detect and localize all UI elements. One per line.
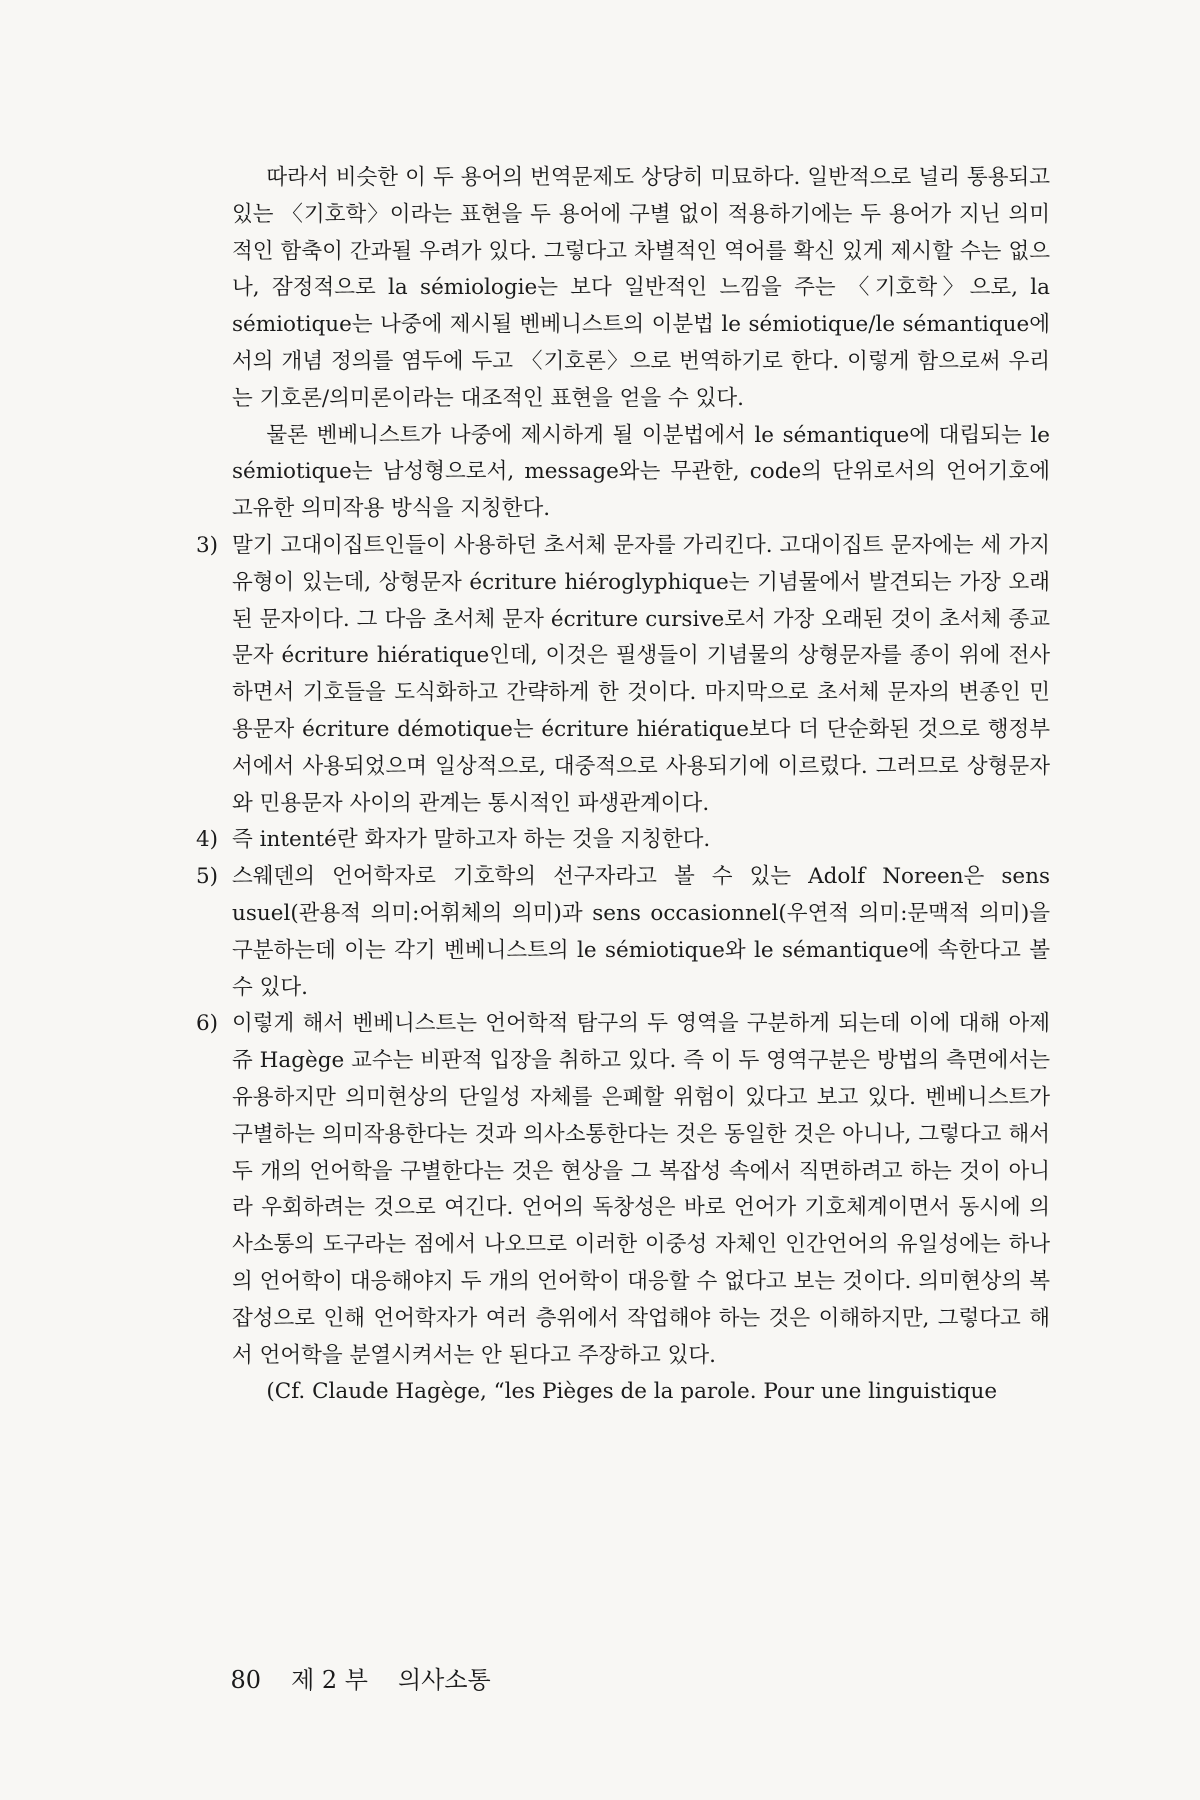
footnote-number: 6): [196, 1011, 219, 1037]
page-footer: [200, 1632, 491, 1723]
footnote-4: [196, 822, 1050, 859]
page-body: [196, 160, 1050, 1411]
page-number: 80: [230, 1666, 262, 1694]
footnotes: [196, 528, 1050, 1411]
footnote-text: 이렇게 해서 벤베니스트는 언어학적 탐구의 두 영역을 구분하게 되는데 이에 대해 아제쥬 Hagège 교수는 비판적 입장을 취하고 있다. 즉 이 두 영역구분은 방법의 측면에서는 유용하지만 의미현상의 단일성 자체를 은폐할 위험이 있다고 보고 있다. 벤베니스트가 구별하는 의미작용한다는 것과 의사소통한다는 것은 동일한 것은 아니나, 그렇다고 해서 두 개의 언어학을 구별한다는 것은 현상을 그 복잡성 속에서 직면하려고 하는 것이 아니라 우회하려는 것으로 여긴다. 언어의 독창성은 바로 언어가 기호체계이면서 동시에 의사소통의 도구라는 점에서 나오므로 이러한 이중성 자체인 인간언어의 유일성에는 하나의 언어학이 대응해야지 두 개의 언어학이 대응할 수 없다고 보는 것이다. 의미현상의 복잡성으로 인해 언어학자가 여러 층위에서 작업해야 하는 것은 이해하지만, 그렇다고 해서 언어학을 분열시켜서는 안 된다고 주장하고 있다.: [232, 1011, 1050, 1368]
part-label: 제 2 부: [291, 1666, 368, 1694]
footnote-3: [196, 528, 1050, 822]
footnote-number: 3): [196, 532, 219, 558]
footnote-text: 말기 고대이집트인들이 사용하던 초서체 문자를 가리킨다. 고대이집트 문자에는 세 가지 유형이 있는데, 상형문자 écriture hiéroglyphique는 기념물에서 발견되는 가장 오래된 문자이다. 그 다음 초서체 문자 écriture cursive로서 가장 오래된 것이 초서체 종교문자 écriture hiératique인데, 이것은 필생들이 기념물의 상형문자를 종이 위에 전사하면서 기호들을 도식화하고 간략하게 한 것이다. 마지막으로 초서체 문자의 변종인 민용문자 écriture démotique는 écriture hiératique보다 더 단순화된 것으로 행정부서에서 사용되었으며 일상적으로, 대중적으로 사용되기에 이르렀다. 그러므로 상형문자와 민용문자 사이의 관계는 통시적인 파생관계이다.: [232, 532, 1050, 816]
footnote-number: 5): [196, 864, 219, 890]
section-label: 의사소통: [397, 1666, 491, 1694]
footnote-citation: (Cf. Claude Hagège, “les Pièges de la parole. Pour une linguistique: [266, 1379, 998, 1405]
footnote-5: [196, 859, 1050, 1006]
footnote-number: 4): [196, 827, 219, 853]
footnote-6: [196, 1006, 1050, 1411]
footnote-text: 즉 intenté란 화자가 말하고자 하는 것을 지칭한다.: [232, 827, 711, 853]
footnote-text: 스웨덴의 언어학자로 기호학의 선구자라고 볼 수 있는 Adolf Noreen은 sens usuel(관용적 의미:어휘체의 의미)과 sens occasionnel(우연적 의미:문맥적 의미)을 구분하는데 이는 각기 벤베니스트의 le sémiotique와 le sémantique에 속한다고 볼 수 있다.: [232, 864, 1050, 1000]
body-paragraph-1: 따라서 비슷한 이 두 용어의 번역문제도 상당히 미묘하다. 일반적으로 널리 통용되고 있는 〈기호학〉이라는 표현을 두 용어에 구별 없이 적용하기에는 두 용어가 지닌 의미적인 함축이 간과될 우려가 있다. 그렇다고 차별적인 역어를 확신 있게 제시할 수는 없으나, 잠정적으로 la sémiologie는 보다 일반적인 느낌을 주는 〈기호학〉으로, la sémiotique는 나중에 제시될 벤베니스트의 이분법 le sémiotique/le sémantique에서의 개념 정의를 염두에 두고 〈기호론〉으로 번역하기로 한다. 이렇게 함으로써 우리는 기호론/의미론이라는 대조적인 표현을 얻을 수 있다.: [232, 165, 1050, 411]
body-paragraph-2: 물론 벤베니스트가 나중에 제시하게 될 이분법에서 le sémantique에 대립되는 le sémiotique는 남성형으로서, message와는 무관한, code의 단위로서의 언어기호에 고유한 의미작용 방식을 지칭한다.: [232, 422, 1050, 522]
